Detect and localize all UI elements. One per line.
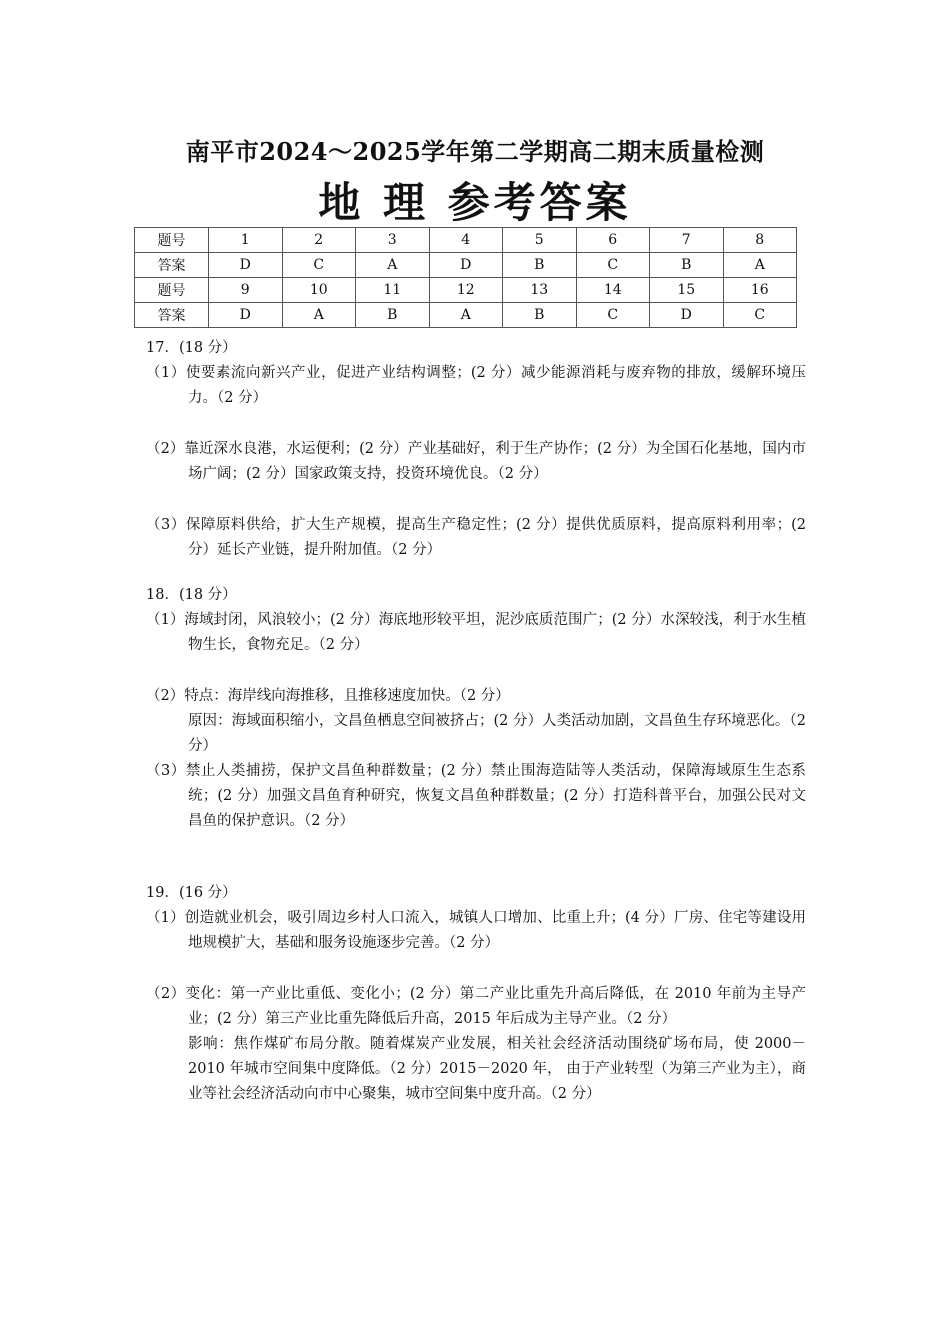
answer-table-row — [135, 278, 797, 303]
answer-table-cell: 16 — [723, 278, 797, 303]
answer-table-cell: 4 — [429, 228, 503, 253]
answer-table-cell: D — [209, 253, 283, 278]
answer-table-cell: 7 — [650, 228, 724, 253]
answer-table-cell: C — [576, 253, 650, 278]
multiple-choice-answer-table — [134, 227, 797, 328]
question-17-item-2: （2）靠近深水良港，水运便利；(2 分）产业基础好，利于生产协作；(2 分）为全国石化基地，国内市场广阔；(2 分）国家政策支持，投资环境优良。（2 分） — [146, 441, 806, 482]
question-18-item-1: （1）海域封闭，风浪较小；(2 分）海底地形较平坦，泥沙底质范围广；(2 分）水深较浅，利于水生植物生长，食物充足。（2 分） — [146, 612, 806, 653]
question-18-item-2-feature: （2）特点：海岸线向海推移，且推移速度加快。（2 分） — [146, 688, 510, 704]
answer-table-cell: B — [356, 303, 430, 328]
answer-table-row-label: 答案 — [135, 253, 209, 278]
question-19-item-2-change: （2）变化：第一产业比重低、变化小；(2 分）第二产业比重先升高后降低，在 2010 年前为主导产业；(2 分）第三产业比重先降低后升高，2015 年后成为主导产业。（2 分） — [146, 986, 806, 1027]
question-19-heading: 19．(16 分） — [146, 885, 237, 901]
answer-table-row-label: 题号 — [135, 228, 209, 253]
question-18-item-2-reason: 原因：海域面积缩小，文昌鱼栖息空间被挤占；(2 分）人类活动加剧，文昌鱼生存环境恶化。（2 分） — [188, 713, 806, 754]
answer-table-cell: 9 — [209, 278, 283, 303]
question-18-heading: 18．(18 分） — [146, 587, 237, 603]
question-17-heading: 17．(18 分） — [146, 340, 237, 356]
answer-table-cell: C — [723, 303, 797, 328]
answer-table-cell: C — [576, 303, 650, 328]
question-19-item-2-impact: 影响：焦作煤矿布局分散。随着煤炭产业发展，相关社会经济活动围绕矿场布局，使 2000－2010 年城市空间集中度降低。（2 分）2015－2020 年， 由于产业转型（为第三产业为主），商业等社会经济活动向市中心聚集，城市空间集中度升高。（2 分） — [188, 1036, 806, 1102]
question-18-section — [146, 583, 806, 834]
page-title: 南平市2024～2025学年第二学期高二期末质量检测 — [185, 137, 765, 166]
question-17-item-1: （1）使要素流向新兴产业，促进产业结构调整；(2 分）减少能源消耗与废弃物的排放，缓解环境压力。（2 分） — [146, 365, 806, 406]
answer-table-cell: A — [429, 303, 503, 328]
answer-table-cell: C — [282, 253, 356, 278]
answer-table-cell: 15 — [650, 278, 724, 303]
page-subtitle: 地 理 参考答案 — [318, 178, 632, 227]
answer-table-cell: 11 — [356, 278, 430, 303]
answer-table-row — [135, 253, 797, 278]
answer-table-cell: B — [503, 303, 577, 328]
answer-table-row-label: 答案 — [135, 303, 209, 328]
answer-table-cell: 3 — [356, 228, 430, 253]
answer-table-cell: D — [429, 253, 503, 278]
question-19-item-1: （1）创造就业机会，吸引周边乡村人口流入，城镇人口增加、比重上升；(4 分）厂房、住宅等建设用地规模扩大，基础和服务设施逐步完善。（2 分） — [146, 910, 806, 951]
question-17-item-3: （3）保障原料供给，扩大生产规模，提高生产稳定性；(2 分）提供优质原料，提高原料利用率；(2 分）延长产业链，提升附加值。（2 分） — [146, 517, 806, 558]
answer-table-cell: A — [356, 253, 430, 278]
answer-table-cell: 13 — [503, 278, 577, 303]
question-18-item-3: （3）禁止人类捕捞，保护文昌鱼种群数量；(2 分）禁止围海造陆等人类活动，保障海域原生生态系统；(2 分）加强文昌鱼育种研究，恢复文昌鱼种群数量；(2 分）打造科普平台，加强公民对文昌鱼的保护意识。（2 分） — [146, 763, 806, 829]
answer-table-row-label: 题号 — [135, 278, 209, 303]
answer-table-cell: 8 — [723, 228, 797, 253]
answer-table-cell: D — [209, 303, 283, 328]
answer-table-cell: 14 — [576, 278, 650, 303]
answer-table-row — [135, 228, 797, 253]
question-19-item-2 — [146, 982, 806, 1107]
answer-table-cell: 12 — [429, 278, 503, 303]
question-17-section — [146, 336, 806, 563]
answer-table-cell: 5 — [503, 228, 577, 253]
answer-table-cell: 10 — [282, 278, 356, 303]
question-18-item-2 — [146, 684, 806, 759]
answer-table-cell: 1 — [209, 228, 283, 253]
question-19-section — [146, 881, 806, 1107]
answer-table-cell: D — [650, 303, 724, 328]
answer-table-cell: 2 — [282, 228, 356, 253]
answer-table-cell: B — [650, 253, 724, 278]
answer-table-cell: 6 — [576, 228, 650, 253]
answer-table-cell: A — [723, 253, 797, 278]
answer-table-row — [135, 303, 797, 328]
answer-table-cell: A — [282, 303, 356, 328]
answer-table-cell: B — [503, 253, 577, 278]
